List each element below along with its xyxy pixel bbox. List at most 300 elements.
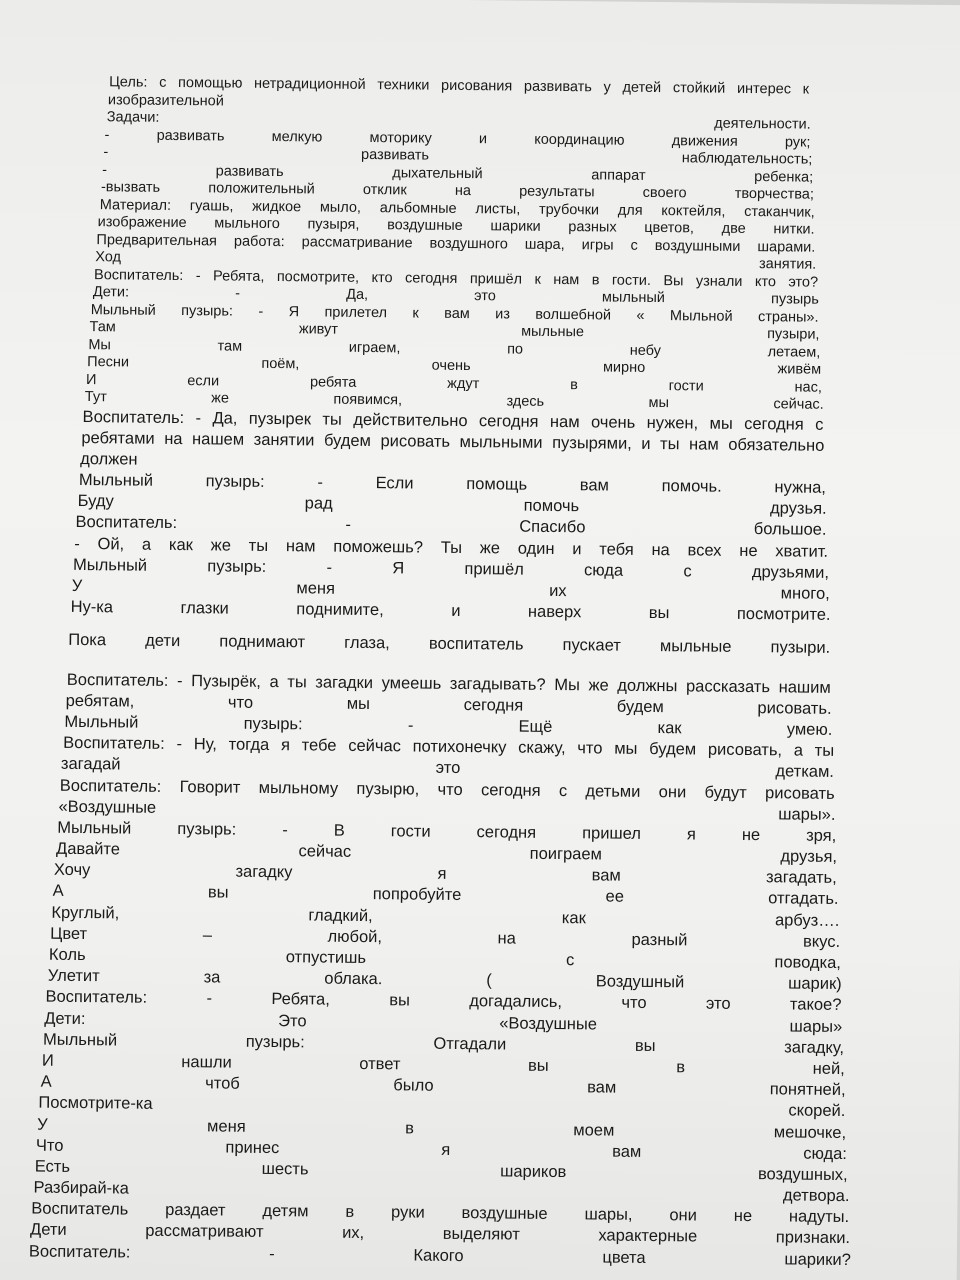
word: нашли bbox=[181, 1053, 232, 1072]
word: не bbox=[733, 1207, 753, 1226]
word: к bbox=[802, 81, 810, 98]
word: гуашь, bbox=[189, 197, 234, 215]
word: - bbox=[176, 671, 183, 690]
word: это? bbox=[788, 273, 819, 291]
word: Воспитатель bbox=[31, 1199, 129, 1219]
word: нам bbox=[285, 536, 316, 556]
word: с bbox=[558, 781, 568, 800]
word: нетрадиционной bbox=[254, 75, 366, 93]
word: их, bbox=[342, 1224, 365, 1243]
word: пузырю, bbox=[356, 779, 420, 799]
word: - bbox=[104, 126, 110, 143]
word: раздает bbox=[165, 1201, 226, 1220]
word: зря, bbox=[806, 826, 837, 845]
word: ребята bbox=[309, 373, 357, 391]
word: и bbox=[572, 539, 582, 558]
word: – bbox=[202, 926, 213, 945]
word: узнали bbox=[695, 272, 743, 290]
word: разных bbox=[568, 219, 617, 236]
word: а bbox=[793, 741, 804, 760]
word: мыльного bbox=[214, 215, 280, 233]
word: И bbox=[85, 371, 97, 388]
word: Какого bbox=[413, 1246, 464, 1265]
word: поможешь? bbox=[333, 537, 424, 557]
word: вы bbox=[634, 1036, 656, 1055]
word: поводка, bbox=[774, 953, 842, 972]
word: мыльными bbox=[459, 432, 543, 452]
word: должны bbox=[617, 676, 678, 695]
word: У bbox=[71, 576, 83, 596]
word: творчества; bbox=[734, 185, 815, 203]
word: умею. bbox=[786, 720, 833, 739]
word: воздушного bbox=[429, 235, 508, 252]
word: в bbox=[570, 376, 578, 393]
word: разный bbox=[631, 930, 688, 950]
word: нас, bbox=[794, 378, 823, 396]
word: Цвет bbox=[50, 924, 88, 943]
word: Мыльный bbox=[78, 471, 154, 490]
word: это bbox=[705, 994, 731, 1014]
word: такое? bbox=[789, 995, 842, 1015]
word: ты bbox=[322, 410, 342, 429]
word: сюда bbox=[583, 561, 624, 580]
word: отклик bbox=[362, 181, 407, 199]
word: к bbox=[412, 304, 419, 322]
word: гости. bbox=[611, 272, 652, 289]
word: волшебной bbox=[535, 306, 612, 324]
word: чтоб bbox=[205, 1074, 240, 1093]
word: же bbox=[588, 675, 609, 695]
word: Это bbox=[278, 1011, 307, 1030]
word: движения bbox=[671, 132, 738, 150]
word: детвора. bbox=[782, 1186, 850, 1206]
word: Воспитатель: bbox=[59, 776, 162, 796]
word: воздушными bbox=[654, 237, 741, 255]
word: очень bbox=[431, 357, 471, 375]
word: же bbox=[210, 535, 232, 555]
word: нам bbox=[549, 412, 580, 431]
word: я bbox=[280, 736, 291, 755]
word: отпустишь bbox=[285, 948, 367, 968]
word: нужна, bbox=[774, 478, 827, 497]
word: Мыльный bbox=[42, 1030, 118, 1050]
word: пузырь: bbox=[245, 1032, 305, 1052]
word: изобразительной bbox=[107, 91, 224, 109]
word: поднимите, bbox=[296, 600, 384, 620]
word: умеешь bbox=[381, 673, 442, 693]
word: цвета bbox=[602, 1248, 646, 1267]
word: обязательно bbox=[728, 435, 825, 455]
word: - bbox=[317, 473, 324, 492]
word: загадку bbox=[235, 862, 293, 882]
word: пузырь: bbox=[177, 819, 237, 839]
word: и bbox=[451, 602, 461, 621]
word: загадать, bbox=[765, 868, 837, 888]
word: Задачи: bbox=[106, 109, 160, 126]
word: не bbox=[739, 541, 758, 560]
word: хватит. bbox=[775, 541, 829, 561]
word: что bbox=[227, 693, 254, 712]
word: деятельности. bbox=[714, 115, 811, 133]
word: воздушные bbox=[461, 1204, 548, 1224]
word: кто bbox=[371, 269, 393, 286]
word: а bbox=[269, 672, 279, 691]
word: шарики bbox=[490, 218, 541, 235]
word: Посмотрите-ка bbox=[38, 1093, 153, 1114]
word: ждут bbox=[447, 375, 480, 392]
word: попробуйте bbox=[372, 885, 462, 905]
word: сегодня bbox=[480, 780, 541, 800]
word: стаканчик, bbox=[744, 203, 815, 221]
word: поднимают bbox=[219, 632, 306, 652]
word: друзьями, bbox=[751, 562, 830, 582]
word: - bbox=[326, 558, 333, 577]
word: ответ bbox=[359, 1054, 401, 1074]
word: я bbox=[686, 825, 696, 844]
word: выделяют bbox=[442, 1225, 520, 1245]
word: с bbox=[630, 237, 638, 254]
word: как bbox=[561, 908, 586, 927]
word: изображение bbox=[97, 214, 187, 232]
word: сегодня bbox=[463, 695, 524, 715]
word: - bbox=[176, 735, 183, 754]
word: Коль bbox=[48, 945, 86, 965]
word: из bbox=[495, 305, 511, 322]
word: шарик) bbox=[788, 974, 842, 994]
word: сейчас. bbox=[773, 396, 824, 413]
word: тебя bbox=[599, 540, 634, 559]
word: занятия. bbox=[758, 256, 817, 273]
word: руки bbox=[390, 1203, 425, 1222]
word: скажу, bbox=[518, 738, 566, 758]
word: шара, bbox=[524, 236, 565, 253]
word: живут bbox=[298, 321, 339, 338]
word: облака. bbox=[324, 969, 383, 989]
word: Там bbox=[89, 319, 116, 336]
word: же bbox=[479, 538, 501, 558]
word: Воспитатель: bbox=[66, 670, 169, 690]
word: - bbox=[235, 285, 241, 302]
word: Если bbox=[375, 474, 414, 493]
word: Мыльной bbox=[669, 307, 733, 325]
word: вы bbox=[207, 883, 229, 903]
word: Ой, bbox=[97, 534, 125, 554]
word: рисовать. bbox=[757, 698, 832, 718]
word: техники bbox=[377, 77, 430, 94]
word: мешочке, bbox=[773, 1122, 847, 1142]
word: -вызвать bbox=[100, 179, 161, 196]
word: игры bbox=[581, 236, 614, 254]
word: скорей. bbox=[788, 1101, 846, 1121]
word: Ребята, bbox=[271, 990, 330, 1010]
word: вы bbox=[648, 604, 670, 623]
word: помочь. bbox=[661, 477, 722, 496]
word: ней, bbox=[812, 1059, 845, 1078]
word: вы bbox=[389, 991, 410, 1010]
word: здесь bbox=[506, 393, 545, 410]
word: к bbox=[534, 271, 541, 288]
word: гости bbox=[668, 377, 704, 395]
word: друзья. bbox=[770, 499, 827, 519]
word: один bbox=[517, 539, 555, 558]
word: мелкую bbox=[271, 128, 323, 146]
word: нашим bbox=[778, 677, 831, 697]
word: пузырь bbox=[770, 291, 819, 308]
word: загадай bbox=[60, 755, 121, 774]
word: нужен, bbox=[646, 413, 699, 432]
word: И bbox=[41, 1051, 54, 1070]
word: А bbox=[40, 1072, 52, 1091]
word: Улетит bbox=[47, 966, 100, 986]
word: сегодня bbox=[476, 823, 537, 842]
word: Спасибо bbox=[519, 518, 586, 537]
word: глазки bbox=[180, 599, 229, 618]
word: шары, bbox=[584, 1205, 633, 1225]
word: гости bbox=[390, 822, 431, 841]
word: рисовать bbox=[380, 431, 451, 451]
word: шары». bbox=[778, 805, 836, 824]
word: Вы bbox=[663, 272, 684, 289]
word: пузырек bbox=[248, 409, 312, 428]
word: пузыря, bbox=[307, 216, 360, 233]
word: шары» bbox=[789, 1017, 843, 1036]
word: живём bbox=[777, 361, 822, 378]
word: Буду bbox=[77, 492, 114, 511]
word: рассказать bbox=[685, 676, 771, 696]
word: шесть bbox=[261, 1159, 309, 1179]
word: Мыльный bbox=[72, 555, 148, 575]
word: пузыри, bbox=[767, 326, 820, 343]
word: появимся, bbox=[333, 391, 403, 409]
word: же bbox=[211, 390, 230, 407]
word: Дети: bbox=[92, 284, 130, 301]
word: - bbox=[103, 144, 109, 161]
word: Говорит bbox=[179, 777, 241, 797]
word: Разбирай-ка bbox=[33, 1178, 129, 1198]
word: надуты. bbox=[788, 1207, 850, 1227]
word: координацию bbox=[534, 131, 625, 149]
word: я bbox=[437, 865, 447, 884]
word: с bbox=[683, 562, 692, 581]
word: у bbox=[603, 79, 611, 96]
word: всех bbox=[687, 540, 722, 560]
word: - bbox=[269, 1244, 275, 1263]
word: ребятам, bbox=[65, 691, 135, 711]
word: мыльные bbox=[521, 323, 585, 341]
word: детьми bbox=[585, 781, 641, 801]
word: там bbox=[217, 337, 243, 355]
word: что bbox=[577, 739, 603, 758]
word: аппарат bbox=[591, 166, 646, 184]
word: вкус. bbox=[802, 932, 841, 951]
word: шарами. bbox=[757, 238, 816, 256]
word: сейчас bbox=[348, 736, 402, 756]
word: ребенка; bbox=[754, 168, 814, 186]
word: положительный bbox=[208, 180, 315, 198]
word: будем bbox=[616, 697, 664, 716]
word: мыльному bbox=[258, 778, 339, 798]
word: жидкое bbox=[252, 198, 302, 215]
word: Дети bbox=[30, 1220, 67, 1240]
word: Я bbox=[288, 303, 300, 320]
word: вам bbox=[587, 1078, 617, 1097]
word: Есть bbox=[34, 1157, 71, 1176]
word: Да, bbox=[346, 286, 369, 304]
word: на bbox=[164, 429, 183, 448]
word: Пузырёк, bbox=[191, 671, 261, 691]
word: понятней, bbox=[769, 1080, 846, 1100]
word: Материал: bbox=[99, 196, 172, 214]
word: - bbox=[282, 821, 288, 840]
word: пузырь: bbox=[207, 557, 267, 576]
word: дыхательный bbox=[392, 164, 483, 182]
word: ( bbox=[486, 971, 492, 990]
word: - bbox=[195, 408, 202, 427]
word: помочь bbox=[523, 496, 580, 516]
word: Тут bbox=[84, 389, 107, 406]
word: воспитатель bbox=[428, 635, 524, 655]
word: как bbox=[168, 535, 194, 554]
word: пузырь: bbox=[181, 302, 234, 320]
word: листы, bbox=[475, 200, 521, 218]
word: Воспитатель: bbox=[28, 1242, 131, 1262]
word: вам bbox=[591, 866, 621, 885]
word: развивать bbox=[523, 78, 592, 96]
word: ты bbox=[287, 672, 307, 691]
word: развивать bbox=[360, 146, 430, 164]
word: на bbox=[651, 540, 670, 559]
word: ребятами bbox=[81, 428, 155, 448]
word: Давайте bbox=[55, 839, 121, 859]
word: Ну-ка bbox=[70, 598, 114, 617]
word: страны». bbox=[757, 308, 819, 326]
word: ты bbox=[660, 434, 680, 453]
word: Пока bbox=[68, 631, 107, 650]
word: для bbox=[617, 202, 643, 219]
word: шариков bbox=[500, 1162, 567, 1181]
word: мыло, bbox=[319, 198, 362, 216]
word: деткам. bbox=[775, 762, 835, 782]
word: пришел bbox=[582, 824, 642, 843]
word: - bbox=[195, 267, 201, 284]
word: Ребята, bbox=[212, 267, 265, 285]
word: - bbox=[407, 716, 414, 735]
word: помощь bbox=[466, 475, 528, 494]
word: ты bbox=[814, 741, 835, 761]
word: Воспитатель: bbox=[75, 513, 178, 533]
word: они bbox=[669, 1206, 698, 1225]
word: «Воздушные bbox=[58, 797, 157, 817]
word: летаем, bbox=[767, 343, 821, 361]
word: признаки. bbox=[775, 1228, 851, 1248]
word: Ты bbox=[440, 538, 463, 557]
word: развивать bbox=[156, 127, 225, 144]
word: ее bbox=[605, 887, 625, 907]
word: кто bbox=[754, 273, 777, 290]
word: две bbox=[721, 220, 746, 237]
word: загадывать? bbox=[449, 674, 546, 694]
word: результаты bbox=[519, 183, 595, 201]
word: сейчас bbox=[298, 842, 352, 861]
word: рисования bbox=[440, 77, 513, 95]
word: в bbox=[345, 1203, 355, 1222]
text-line bbox=[68, 630, 830, 659]
word: пузырь: bbox=[205, 472, 265, 491]
word: коктейля, bbox=[661, 202, 726, 220]
word: воздушные bbox=[387, 217, 463, 234]
word: а bbox=[141, 535, 152, 554]
word: нитки. bbox=[773, 221, 815, 238]
word: догадались, bbox=[469, 992, 563, 1012]
word: пускает bbox=[562, 636, 621, 656]
word: воздушных, bbox=[757, 1165, 848, 1184]
word: будем bbox=[323, 431, 372, 450]
word: рассматривают bbox=[145, 1222, 264, 1242]
word: и bbox=[641, 434, 651, 453]
word: я bbox=[441, 1140, 451, 1159]
word: нашем bbox=[191, 429, 245, 449]
word: загадку, bbox=[784, 1038, 845, 1057]
word: вам bbox=[579, 476, 610, 495]
word: сегодня bbox=[478, 411, 539, 431]
word: с bbox=[815, 415, 824, 434]
word: альбомные bbox=[379, 199, 457, 217]
word: стойкий bbox=[672, 80, 726, 97]
word: Дети: bbox=[44, 1009, 86, 1028]
word: и bbox=[478, 130, 488, 147]
word: на bbox=[454, 182, 472, 200]
word: мы bbox=[648, 394, 670, 412]
word: развивать bbox=[215, 162, 284, 180]
word: в bbox=[591, 271, 600, 288]
word: Цель: bbox=[109, 74, 148, 91]
word: Воздушный bbox=[595, 972, 685, 992]
word: мирно bbox=[602, 359, 646, 376]
word: загадки bbox=[315, 673, 374, 692]
word: Ход bbox=[95, 249, 122, 266]
word: гладкий, bbox=[308, 906, 373, 925]
word: что bbox=[621, 994, 647, 1013]
word: - bbox=[206, 989, 213, 1008]
word: как bbox=[657, 718, 682, 738]
word: сегодня bbox=[404, 269, 458, 287]
word: тебе bbox=[301, 736, 337, 755]
word: мыльные bbox=[659, 637, 732, 657]
word: много, bbox=[780, 584, 830, 603]
word: - bbox=[74, 534, 80, 553]
word: детей bbox=[622, 79, 662, 97]
word: мыльный bbox=[601, 289, 665, 307]
word: Ещё bbox=[518, 717, 553, 736]
word: рад bbox=[304, 494, 333, 513]
word: мы bbox=[614, 739, 638, 758]
word: цветов, bbox=[644, 219, 695, 237]
word: - bbox=[102, 161, 108, 178]
word: занятии bbox=[253, 430, 315, 450]
word: наблюдательность; bbox=[681, 150, 813, 168]
word: Что bbox=[35, 1136, 64, 1155]
word: рисовать bbox=[765, 783, 835, 803]
word: их bbox=[549, 581, 567, 601]
word: рассматривание bbox=[301, 233, 413, 251]
word: вы bbox=[527, 1056, 549, 1075]
word: будем bbox=[649, 740, 697, 759]
word: нам bbox=[688, 435, 719, 454]
word: действительно bbox=[353, 410, 468, 430]
word: глаза, bbox=[344, 634, 390, 653]
word: пузырями, bbox=[552, 433, 632, 453]
word: «Воздушные bbox=[499, 1013, 598, 1033]
